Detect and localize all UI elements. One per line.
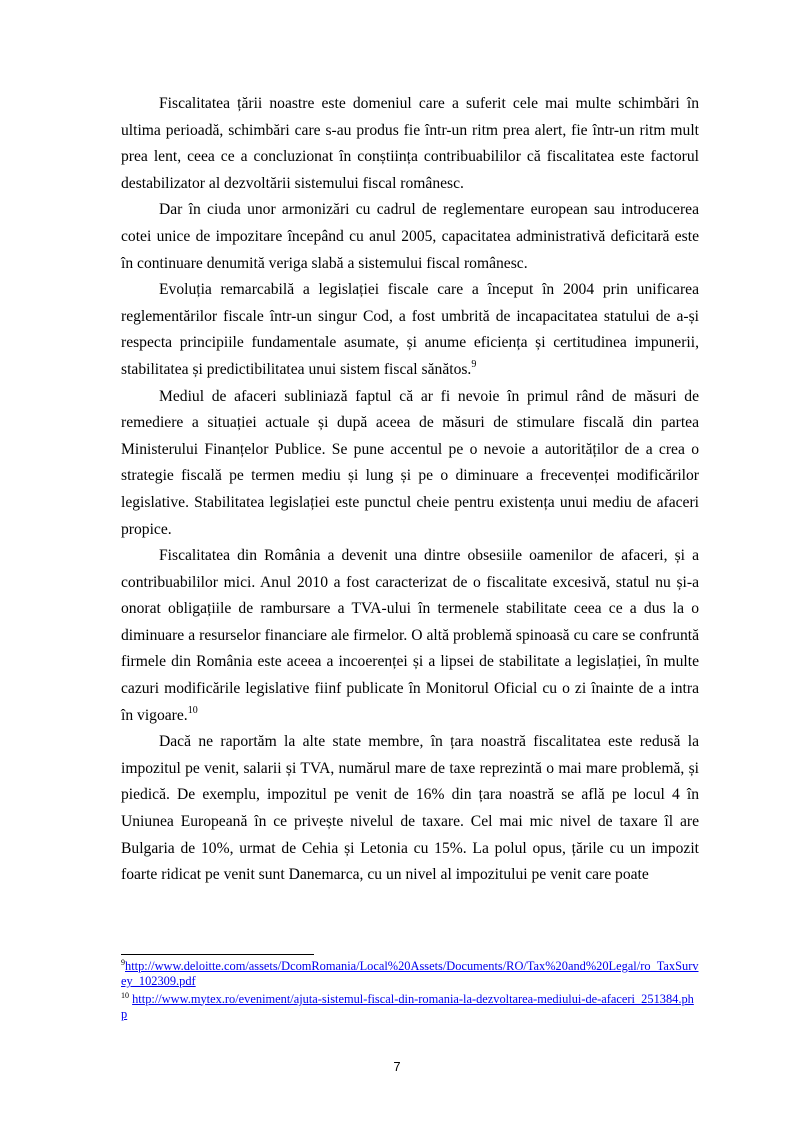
footnotes: [121, 959, 699, 1024]
page-number: 7: [393, 1059, 401, 1074]
body-text: [121, 91, 699, 889]
footnote-link[interactable]: http://www.mytex.ro/eveniment/ajuta-sistemul-fiscal-din-romania-la-dezvoltarea-mediului-de-afaceri_251384.php: [121, 991, 694, 1021]
paragraph: Fiscalitatea din România a devenit una dintre obsesiile oamenilor de afaceri, și a contribuabililor mici. Anul 2010 a fost caracterizat de o fiscalitate excesivă, statul nu și-a onorat obligațiile de rambursare a TVA-ului în termenele stabilitate ceea ce a dus la o diminuare a resurselor financiare ale firmelor. O altă problemă spinoasă cu care se confruntă firmele din România este aceea a incoerenței și a lipsei de stabilitate a legislației, în multe cazuri modificările legislative fiinf publicate în Monitorul Oficial cu o zi înainte de a intra în vigoare.$^{10}$: [121, 547, 699, 724]
footnote-link[interactable]: http://www.deloitte.com/assets/DcomRomania/Local%20Assets/Documents/RO/Tax%20and%20Legal/ro_TaxSurvey_102309.pdf: [121, 959, 699, 989]
footnote-separator: [121, 954, 314, 955]
footnote-number: 9: [121, 958, 125, 967]
footnote-reference[interactable]: 9: [471, 358, 477, 370]
paragraph: Evoluția remarcabilă a legislației fiscale care a început în 2004 prin unificarea reglementărilor fiscale într-un singur Cod, a fost umbrită de incapacitatea statului de a-și respecta principiile fundamentale asumate, și anume eficiența și certitudinea impunerii, stabilitatea și predictibilitatea unui sistem fiscal sănătos.$^9$: [121, 281, 699, 378]
paragraph: Dacă ne raportăm la alte state membre, în țara noastră fiscalitatea este redusă la impozitul pe venit, salarii și TVA, numărul mare de taxe reprezintă o mai mare problemă, și piedică. De exemplu, impozitul pe venit de 16% din țara noastră se află pe locul 4 în Uniunea Europeană în ce privește nivelul de taxare. Cel mai mic nivel de taxare îl are Bulgaria de 10%, urmat de Cehia și Letonia cu 15%. La polul opus, țările cu un impozit foarte ridicat pe venit sunt Danemarca, cu un nivel al impozitului pe venit care poate: [121, 733, 699, 884]
paragraph: Dar în ciuda unor armonizări cu cadrul de reglementare european sau introducerea cotei unice de impozitare începând cu anul 2005, capacitatea administrativă deficitară este în continuare denumită veriga slabă a sistemului fiscal românesc.: [121, 201, 699, 272]
footnote-number: 10: [121, 990, 129, 1000]
footnote: [121, 992, 699, 1023]
paragraph: Mediul de afaceri subliniază faptul că ar fi nevoie în primul rând de măsuri de remediere a situației actuale și după aceea de măsuri de stimulare fiscală din partea Ministerului Finanțelor Publice. Se pune accentul pe o nevoie a autorităților de a crea o strategie fiscală pe termen mediu și lung și pe o diminuare a frecevenței modificărilor legislative. Stabilitatea legislației este punctul cheie pentru existența unui mediu de afaceri propice.: [121, 387, 699, 538]
paragraph: Fiscalitatea țării noastre este domeniul care a suferit cele mai multe schimbări în ultima perioadă, schimbări care s-au produs fie într-un ritm prea alert, fie într-un ritm mult prea lent, ceea ce a concluzionat în conștiința contribuabililor că fiscalitatea este factorul destabilizator al dezvoltării sistemului fiscal românesc.: [121, 95, 699, 192]
footnote-reference[interactable]: 10: [187, 704, 198, 716]
footnote: [121, 959, 699, 990]
